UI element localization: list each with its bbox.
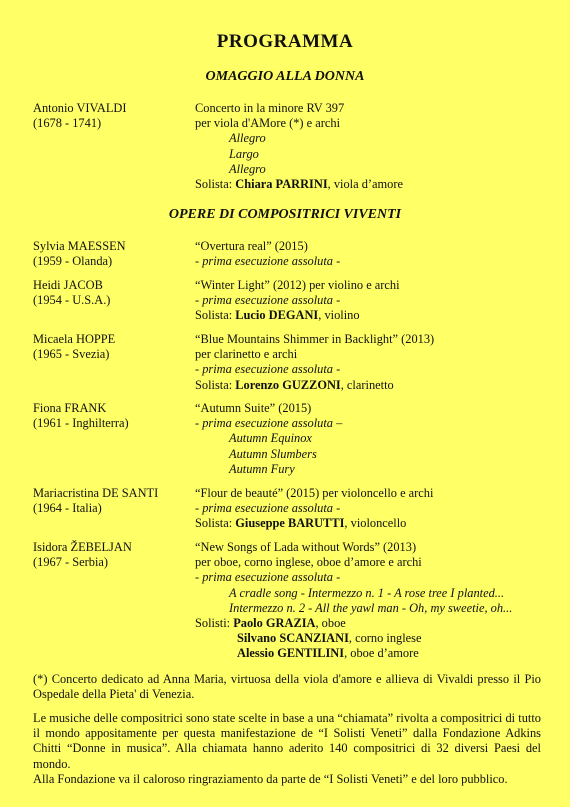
page-title: PROGRAMMA [216,31,354,52]
movement: Allegro [229,131,266,146]
work-instrumentation: per clarinetto e archi [195,347,298,362]
soloist-name: Alessio GENTILINI [237,646,345,661]
composer-dates: (1964 - Italia) [33,501,102,516]
composer-name: Isidora ŽEBELJAN [33,540,132,554]
soloist-line [195,646,540,661]
soloist-instrument: , clarinetto [340,377,394,392]
work-title: “New Songs of Lada without Words” (2013) [195,540,417,554]
premiere-note: - prima esecuzione assoluta - [195,362,341,377]
movement: Allegro [229,161,266,176]
composer-zebeljan [33,540,193,570]
movement: Intermezzo n. 2 - All the yawl man - Oh, my sweetie, oh... [229,600,513,615]
movement: A cradle song - Intermezzo n. 1 - A rose tree I planted... [229,585,505,600]
soloist-prefix: Solista: [195,377,236,392]
soloist-prefix: Solista: [195,516,236,531]
composer-name: Mariacristina DE SANTI [33,486,159,500]
composer-dates: (1678 - 1741) [33,116,102,131]
composer-name: Antonio VIVALDI [33,101,127,115]
soloist-instrument: , viola d’amore [327,177,403,192]
work-maessen [195,239,540,269]
premiere-note: - prima esecuzione assoluta - [195,254,341,269]
work-title: “Autumn Suite” (2015) [195,401,312,415]
work-instrumentation: per viola d'AMore (*) e archi [195,116,341,131]
movement: Autumn Fury [229,461,295,476]
soloist-line [195,616,540,631]
composer-vivaldi [33,101,193,131]
movement: Autumn Slumbers [229,446,317,461]
section-heading-omaggio: OMAGGIO ALLA DONNA [205,69,365,84]
soloist-prefix: Solista: [195,177,236,192]
premiere-note: - prima esecuzione assoluta - [195,501,341,516]
composer-maessen [33,239,193,269]
soloist-line [195,631,540,646]
composer-dates: (1954 - U.S.A.) [33,293,111,308]
soloist-name: Silvano SCANZIANI [237,631,349,646]
composer-name: Sylvia MAESSEN [33,239,126,253]
soloist-instrument: , oboe d’amore [344,646,419,661]
composer-name: Heidi JACOB [33,278,103,292]
premiere-note: - prima esecuzione assoluta - [195,570,341,585]
premiere-note: - prima esecuzione assoluta – [195,416,343,431]
composer-frank [33,401,193,431]
composer-hoppe [33,332,193,362]
work-title: “Overtura real” (2015) [195,239,308,253]
work-de-santi [195,486,540,532]
soloist-instrument: , violoncello [344,516,407,531]
soloist-line [195,378,540,393]
work-frank [195,401,540,477]
soloist-line [195,177,540,192]
soloist-instrument: , violino [318,308,360,323]
work-title: “Flour de beauté” (2015) per violoncello e archi [195,486,434,500]
composer-dates: (1967 - Serbia) [33,555,109,570]
composer-jacob [33,278,193,308]
premiere-note: - prima esecuzione assoluta - [195,293,341,308]
soloist-name: Giuseppe BARUTTI [235,516,345,531]
note-thanks: Alla Fondazione va il caloroso ringraziamento da parte de “I Solisti Veneti” e del loro pubblico. [33,771,508,786]
composer-dates: (1965 - Svezia) [33,347,110,362]
soloist-name: Lorenzo GUZZONI [235,377,341,392]
section-heading-compositrici: OPERE DI COMPOSITRICI VIVENTI [168,207,402,222]
work-zebeljan [195,540,540,662]
work-title: “Blue Mountains Shimmer in Backlight” (2013) [195,332,435,346]
soloist-line [195,516,540,531]
soloist-name: Paolo GRAZIA [233,616,316,631]
work-vivaldi [195,101,540,192]
composer-dates: (1961 - Inghilterra) [33,416,129,431]
soloist-prefix: Solisti: [195,616,234,631]
composer-de-santi [33,486,193,516]
work-title: “Winter Light” (2012) per violino e archi [195,278,400,292]
footnote-concerto [33,672,541,702]
work-jacob [195,278,540,324]
footnote-text: (*) Concerto dedicato ad Anna Maria, virtuosa della viola d'amore e allieva di Vivaldi presso il Pio Ospedale della Pieta' di Venezia. [33,672,541,702]
composer-name: Fiona FRANK [33,401,107,415]
soloist-name: Lucio DEGANI [235,308,319,323]
soloist-instrument: , corno inglese [348,631,422,646]
soloist-line [195,308,540,323]
composer-dates: (1959 - Olanda) [33,254,113,269]
composer-name: Micaela HOPPE [33,332,116,346]
movement: Largo [229,146,259,161]
note-chiamata: Le musiche delle compositrici sono state scelte in base a una “chiamata” rivolta a compositrici di tutto il mondo appositamente per questa manifestazione de “I Solisti Veneti” dalla Fondazione Adkins Chitti “Donne in musica”. Alla chiamata hanno aderito 140 compositrici di 32 diversi Paesi del mondo. [33,711,541,771]
work-instrumentation: per oboe, corno inglese, oboe d’amore e archi [195,555,422,570]
movement: Autumn Equinox [229,431,312,446]
notes-block [33,711,541,787]
work-title: Concerto in la minore RV 397 [195,101,345,115]
soloist-instrument: , oboe [315,616,346,631]
soloist-name: Chiara PARRINI [235,177,328,192]
soloist-prefix: Solista: [195,308,236,323]
work-hoppe [195,332,540,393]
